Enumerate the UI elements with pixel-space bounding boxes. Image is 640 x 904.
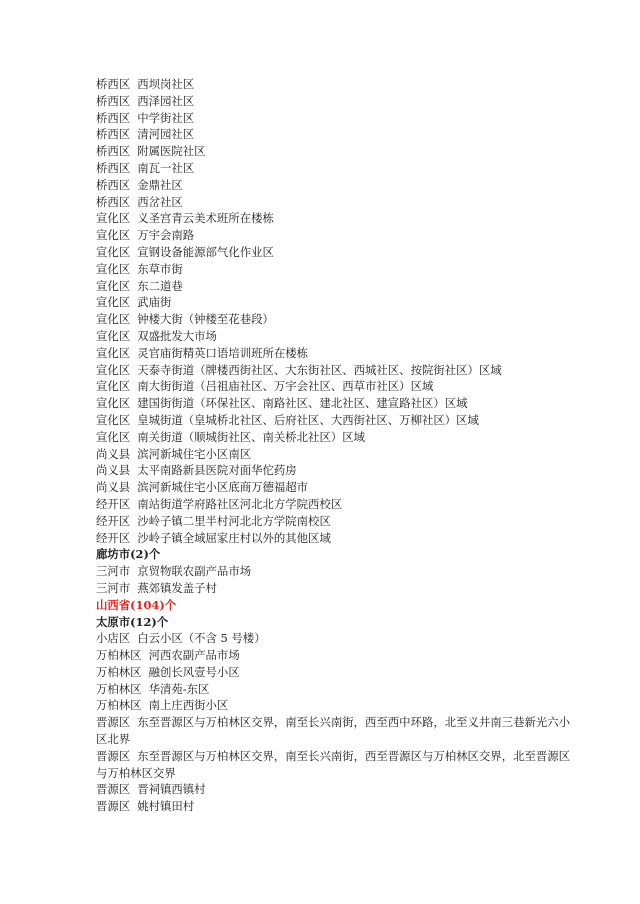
place-name: 融创长风壹号小区: [148, 664, 240, 679]
list-item: [96, 513, 576, 530]
place-name: 建国街街道（环保社区、南路社区、建北社区、建宣路社区）区域: [137, 396, 468, 411]
place-name: 中学街社区: [137, 110, 195, 125]
list-item: [96, 781, 576, 798]
district-name: 宣化区: [96, 312, 131, 327]
list-item: [96, 294, 576, 311]
list-item: [96, 194, 576, 211]
place-name: 宣钢设备能源部气化作业区: [137, 244, 274, 259]
province-heading: 山西省(104)个: [96, 597, 177, 612]
list-item: [96, 244, 576, 261]
district-name: 经开区: [96, 530, 131, 545]
place-name: 燕郊镇发盖子村: [137, 580, 217, 595]
place-name: 京贸物联农副产品市场: [137, 564, 252, 579]
list-item: [96, 362, 576, 379]
list-item: [96, 798, 576, 815]
list-item: [96, 580, 576, 597]
district-name: 宣化区: [96, 328, 131, 343]
place-name: 附属医院社区: [137, 144, 206, 159]
district-name: 尚义县: [96, 463, 131, 478]
place-name: 双盛批发大市场: [137, 328, 217, 343]
district-name: 桥西区: [96, 93, 131, 108]
place-name: 金鼎社区: [137, 177, 183, 192]
place-name: 姚村镇田村: [137, 799, 195, 814]
list-item: [96, 496, 576, 513]
place-name: 西岔社区: [137, 194, 183, 209]
district-name: 尚义县: [96, 446, 131, 461]
place-name: 滨河新城住宅小区底商万德福超市: [137, 480, 309, 495]
district-name: 宣化区: [96, 429, 131, 444]
place-name: 万宇会南路: [137, 228, 195, 243]
list-item: [96, 647, 576, 664]
place-name: 南关街道（顺城街社区、南关桥北社区）区域: [137, 429, 366, 444]
list-item: [96, 378, 576, 395]
place-name: 河西农副产品市场: [148, 648, 240, 663]
district-name: 经开区: [96, 496, 131, 511]
district-name: 桥西区: [96, 177, 131, 192]
district-name: 晋源区: [96, 748, 131, 763]
list-item: [96, 446, 576, 463]
list-item: [96, 681, 576, 698]
list-item: [96, 630, 576, 647]
district-name: 三河市: [96, 580, 131, 595]
list-item: [96, 261, 576, 278]
list-item: [96, 177, 576, 194]
place-name: 西坝岗社区: [137, 77, 195, 91]
district-name: 万柏林区: [96, 681, 142, 696]
place-name: 东二道巷: [137, 278, 183, 293]
place-name: 华清苑-东区: [148, 681, 210, 696]
district-name: 宣化区: [96, 412, 131, 427]
district-name: 宣化区: [96, 295, 131, 310]
place-name: 灵官庙街精英口语培训班所在楼栋: [137, 345, 309, 360]
district-name: 万柏林区: [96, 698, 142, 713]
place-name: 太平南路新县医院对面华佗药房: [137, 463, 297, 478]
district-name: 宣化区: [96, 261, 131, 276]
place-name: 东至晋源区与万柏林区交界，南至长兴南街，西至晋源区与万柏林区交界，北至晋源区与万柏林区交界: [96, 748, 571, 780]
place-name: 晋祠镇西镇村: [137, 782, 206, 797]
district-name: 桥西区: [96, 160, 131, 175]
list-item: [96, 530, 576, 547]
list-item: [96, 328, 576, 345]
list-item: [96, 345, 576, 362]
district-name: 晋源区: [96, 799, 131, 814]
district-name: 宣化区: [96, 345, 131, 360]
district-name: 桥西区: [96, 77, 131, 91]
list-item: [96, 311, 576, 328]
place-name: 滨河新城住宅小区南区: [137, 446, 252, 461]
district-name: 晋源区: [96, 782, 131, 797]
place-name: 沙岭子镇二里半村河北北方学院南校区: [137, 513, 331, 528]
list-item: [96, 664, 576, 681]
list-item: [96, 748, 576, 782]
place-name: 沙岭子镇全域屈家庄村以外的其他区域: [137, 530, 331, 545]
list-item: [96, 563, 576, 580]
place-name: 东草市街: [137, 261, 183, 276]
place-name: 东至晋源区与万柏林区交界，南至长兴南街，西至西中环路，北至义井南三巷新光六小区北界: [96, 715, 571, 747]
place-name: 南大街街道（吕祖庙社区、万宇会社区、西草市社区）区域: [137, 379, 434, 394]
list-item: [96, 93, 576, 110]
list-item: [96, 697, 576, 714]
list-item: [96, 160, 576, 177]
list-item: [96, 479, 576, 496]
list-item: [96, 714, 576, 748]
list-item: [96, 395, 576, 412]
place-name: 武庙街: [137, 295, 172, 310]
district-name: 宣化区: [96, 211, 131, 226]
place-name: 白云小区（不含 5 号楼）: [137, 631, 266, 646]
district-name: 宣化区: [96, 244, 131, 259]
place-name: 南瓦一社区: [137, 160, 195, 175]
district-name: 宣化区: [96, 396, 131, 411]
district-name: 经开区: [96, 513, 131, 528]
place-name: 西泽园社区: [137, 93, 195, 108]
district-name: 桥西区: [96, 127, 131, 142]
list-item: [96, 110, 576, 127]
place-name: 南上庄西街小区: [148, 698, 229, 713]
list-item: [96, 462, 576, 479]
list-item: [96, 227, 576, 244]
document-page: [96, 76, 576, 815]
place-name: 钟楼大街（钟楼至花巷段）: [137, 312, 274, 327]
district-name: 桥西区: [96, 194, 131, 209]
district-name: 晋源区: [96, 715, 131, 730]
city-heading: 廊坊市(2)个: [96, 547, 161, 562]
district-name: 宣化区: [96, 228, 131, 243]
district-name: 尚义县: [96, 480, 131, 495]
district-name: 万柏林区: [96, 648, 142, 663]
place-name: 义圣宫青云美术班所在楼栋: [137, 211, 274, 226]
list-item: [96, 210, 576, 227]
district-name: 宣化区: [96, 379, 131, 394]
place-name: 皇城街道（皇城桥北社区、后府社区、大西街社区、万柳社区）区域: [137, 412, 479, 427]
list-item: [96, 143, 576, 160]
place-name: 天泰寺街道（牌楼西街社区、大东街社区、西城社区、按院街社区）区域: [137, 362, 502, 377]
list-item: [96, 429, 576, 446]
district-name: 桥西区: [96, 144, 131, 159]
district-name: 三河市: [96, 564, 131, 579]
city-heading: 太原市(12)个: [96, 614, 169, 629]
district-name: 小店区: [96, 631, 131, 646]
place-name: 清河园社区: [137, 127, 195, 142]
place-name: 南站街道学府路社区河北北方学院西校区: [137, 496, 343, 511]
list-item: [96, 412, 576, 429]
district-name: 宣化区: [96, 362, 131, 377]
list-item: [96, 278, 576, 295]
list-item: [96, 126, 576, 143]
district-name: 万柏林区: [96, 664, 142, 679]
district-name: 宣化区: [96, 278, 131, 293]
district-name: 桥西区: [96, 110, 131, 125]
list-item: [96, 76, 576, 93]
